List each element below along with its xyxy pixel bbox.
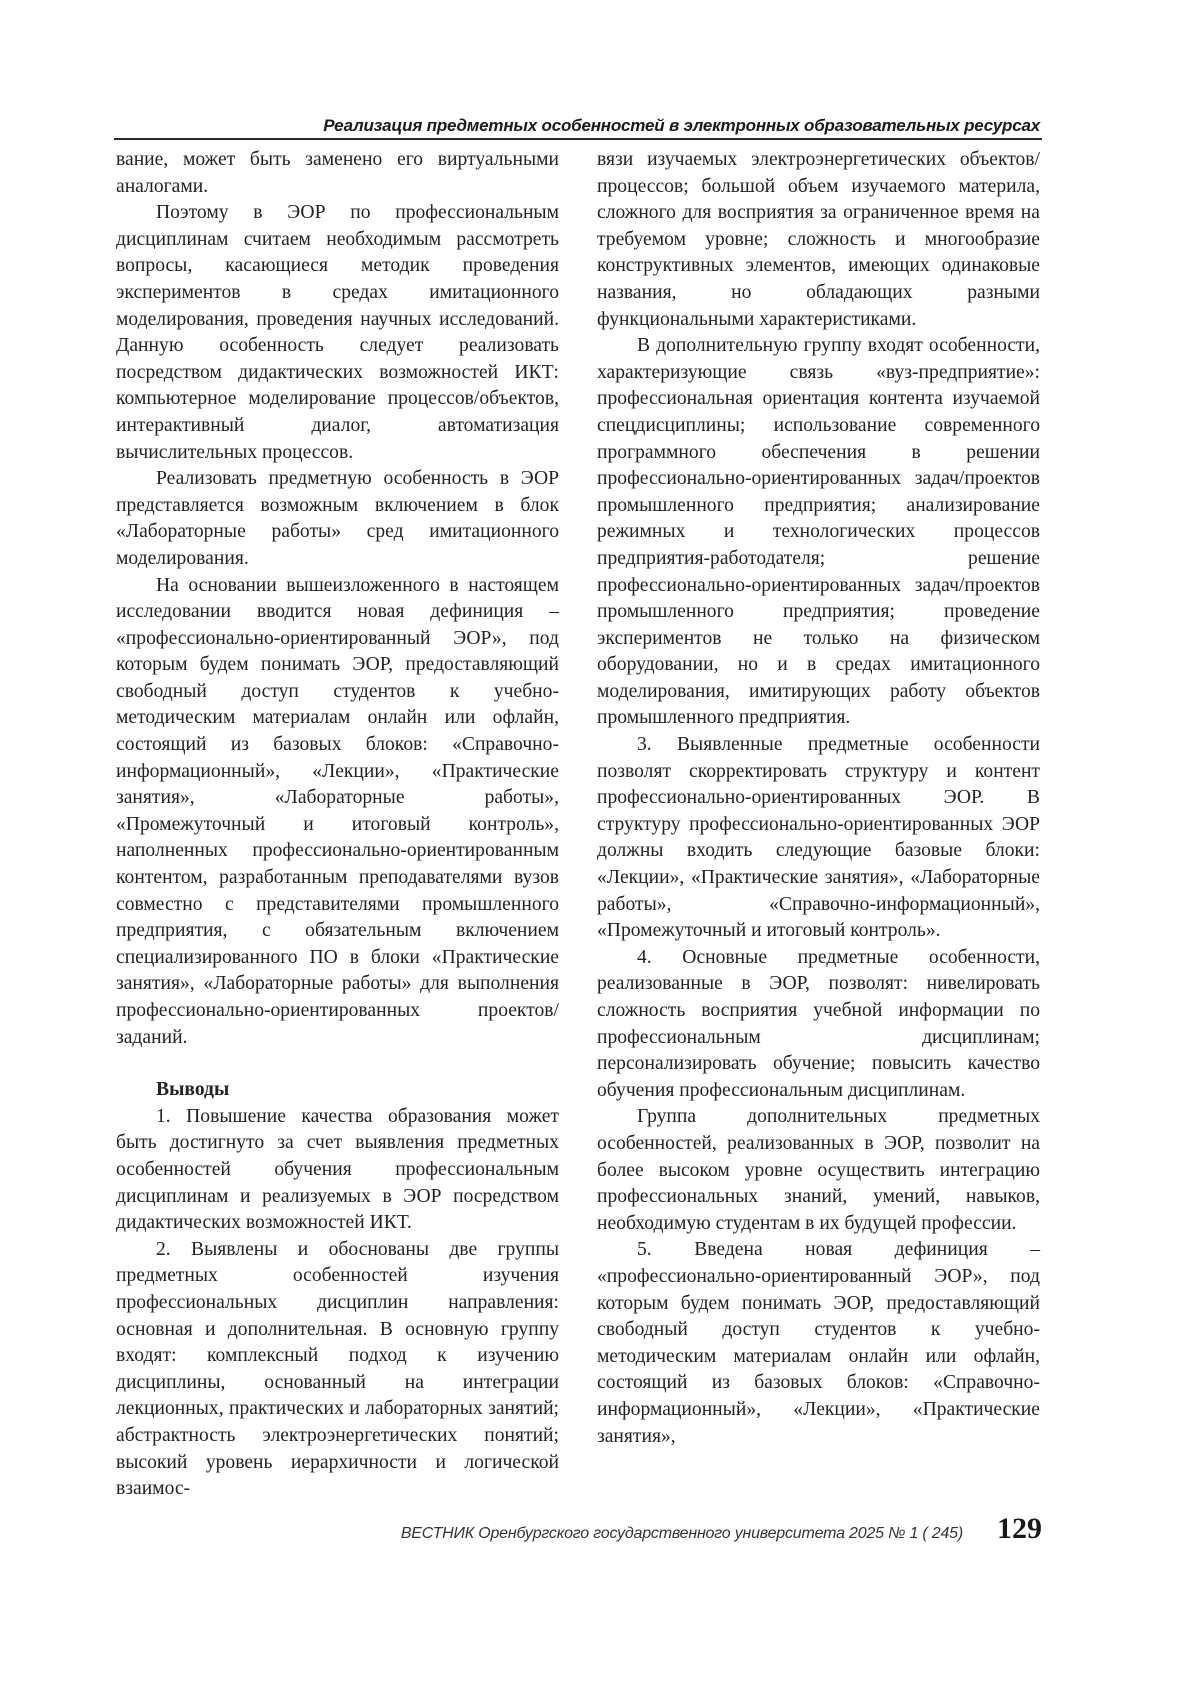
paragraph: вание, может быть заменено его виртуальными аналогами.	[116, 149, 559, 197]
conclusion-item: 2. Выявлены и обоснованы две группы предметных особенностей изучения профессиональных дисциплин направления: основная и дополнительная. В основную группу входят: комплексный подход к изучению дисциплины, основанный на интеграции лекционных, практических и лабораторных занятий; абстрактность электроэнергетических понятий; высокий уровень иерархичности и логической взаимос-	[116, 1238, 559, 1500]
conclusion-item: 1. Повышение качества образования может быть достигнуто за счет выявления предметных особенностей обучения профессиональным дисциплинам и реализуемых в ЭОР посредством дидактических возможностей ИКТ.	[116, 1105, 559, 1234]
running-title: Реализация предметных особенностей в электронных образовательных ресурсах	[323, 116, 1040, 135]
header-rule	[114, 138, 1042, 140]
conclusion-item: 5. Введена новая дефиниция – «профессионально-ориентированный ЭОР», под которым будем понимать ЭОР, предоставляющий свободный доступ студентов к учебно-методическим материалам онлайн или офлайн, состоящий из базовых блоков: «Справочно-информационный», «Лекции», «Практические занятия»,	[597, 1239, 1040, 1447]
paragraph: вязи изучаемых электроэнергетических объектов/процессов; большой объем изучаемого материла, сложного для восприятия за ограниченное время на требуемом уровне; сложность и многообразие конструктивных элементов, имеющих одинаковые названия, но обладающих разными функциональными характеристиками.	[597, 149, 1040, 330]
conclusion-item: 3. Выявленные предметные особенности позволят скорректировать структуру и контент профессионально-ориентированных ЭОР. В структуру профессионально-ориентированных ЭОР должны входить следующие базовые блоки: «Лекции», «Практические занятия», «Лабораторные работы», «Справочно-информационный», «Промежуточный и итоговый контроль».	[597, 734, 1040, 942]
paragraph: Поэтому в ЭОР по профессиональным дисциплинам считаем необходимым рассмотреть вопросы, касающиеся методик проведения экспериментов в средах имитационного моделирования, проведения научных исследований. Данную особенность следует реализовать посредством дидактических возможностей ИКТ: компьютерное моделирование процессов/объектов, интерактивный диалог, автоматизация вычислительных процессов.	[116, 202, 559, 463]
section-heading-conclusions: Выводы	[156, 1079, 230, 1101]
paragraph: На основании вышеизложенного в настоящем исследовании вводится новая дефиниция – «профессионально-ориентированный ЭОР», под которым будем понимать ЭОР, предоставляющий свободный доступ студентов к учебно-методическим материалам онлайн или офлайн, состоящий из базовых блоков: «Справочно-информационный», «Лекции», «Практические занятия», «Лабораторные работы», «Промежуточный и итоговый контроль», наполненных профессионально-ориентированным контентом, разработанным преподавателями вузов совместно с представителями промышленного предприятия, с обязательным включением специализированного ПО в блоки «Практические занятия», «Лабораторные работы» для выполнения профессионально-ориентированных проектов/заданий.	[116, 574, 559, 1048]
page-footer	[380, 1512, 1042, 1546]
paragraph: Реализовать предметную особенность в ЭОР представляется возможным включением в блок «Лабораторные работы» сред имитационного моделирования.	[116, 468, 559, 569]
paragraph: Группа дополнительных предметных особенностей, реализованных в ЭОР, позволит на более высоком уровне осуществить интеграцию профессиональных знаний, умений, навыков, необходимую студентам в их будущей профессии.	[597, 1106, 1040, 1234]
conclusion-item: 4. Основные предметные особенности, реализованные в ЭОР, позволят: нивелировать сложность восприятия учебной информации по профессиональным дисциплинам; персонализировать обучение; повысить качество обучения профессиональным дисциплинам.	[597, 946, 1040, 1101]
page-number: 129	[997, 1512, 1042, 1545]
journal-citation: ВЕСТНИК Оренбургского государственного университета 2025 № 1 ( 245)	[400, 1525, 963, 1542]
right-column	[597, 147, 1040, 1450]
paragraph: В дополнительную группу входят особенности, характеризующие связь «вуз-предприятие»: профессиональная ориентация контента изучаемой спецдисциплины; использование современного программного обеспечения в решении профессионально-ориентированных задач/проектов промышленного предприятия; анализирование режимных и технологических процессов предприятия-работодателя; решение профессионально-ориентированных задач/проектов промышленного предприятия; проведение экспериментов не только на физическом оборудовании, но и в средах имитационного моделирования, имитирующих работу объектов промышленного предприятия.	[597, 335, 1040, 729]
left-column	[116, 147, 559, 1503]
